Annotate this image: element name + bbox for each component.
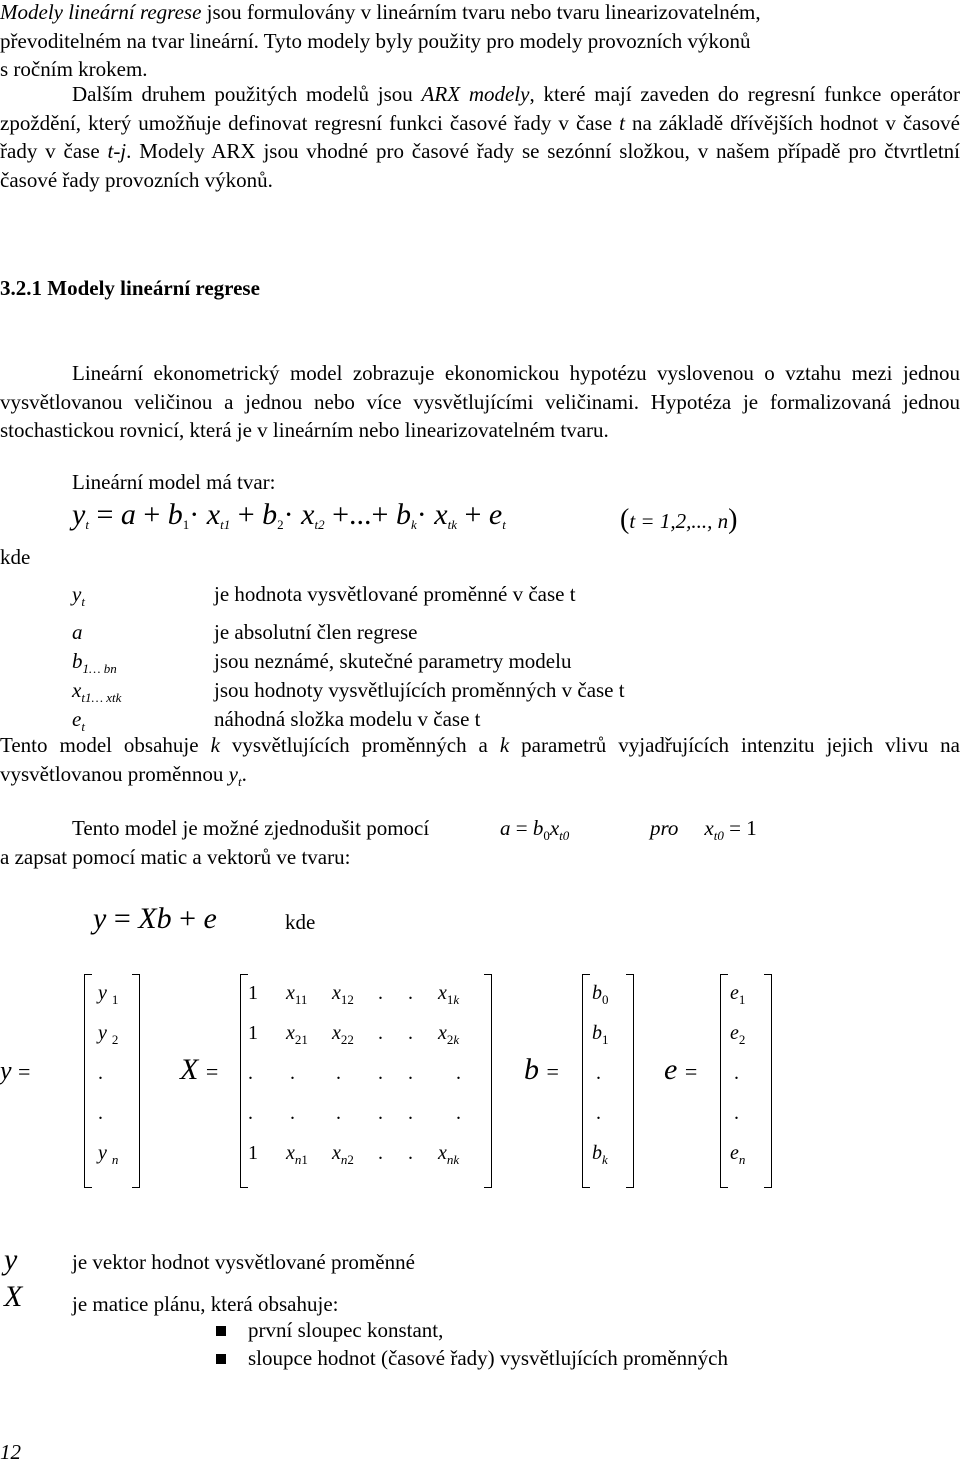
p4-k1: k (210, 733, 220, 757)
intro-paragraph-2 (0, 80, 960, 194)
section-heading: 3.2.1 Modely lineární regrese (0, 276, 260, 300)
legend-text-y: je vektor hodnot vysvětlované proměnné (72, 1250, 415, 1274)
p4-a: Tento model obsahuje (0, 733, 211, 757)
p2-text-c: na základě dřívějších hodnot v časové řady v čase (0, 110, 960, 163)
def-symbol: a (72, 620, 83, 644)
p4-b: vysvětlujících proměnných a (219, 733, 500, 757)
bullet-text: první sloupec konstant, (248, 1318, 444, 1342)
intro-line1: jsou formulovány v lineárním tvaru nebo tvaru linearizovatelném, (201, 0, 761, 24)
matrix-x-label: X = (180, 1053, 219, 1086)
body-paragraph-3: Lineární ekonometrický model zobrazuje ekonomickou hypotézu vyslovenou o vztahu mezi jednou vysvětlovanou veličinou a jednou nebo více vysvětlujícími veličinami. Hypotéza je formalizovaná jednou stochastickou rovnicí, která je v lineárním nebo linearizovatelném tvaru. (0, 361, 960, 442)
p2-t: t (619, 110, 625, 135)
def-symbol: $y_t$ (72, 582, 85, 609)
simplify-equation: $a = b_0x_{t0}$ (500, 816, 570, 843)
intro-lead-italic: Modely lineární regrese (0, 0, 202, 24)
page-number: 12 (0, 1440, 21, 1464)
vector-y-label: y = (0, 1056, 31, 1085)
vector-b: $b_0$ $b_1$ . . $b_k$ (582, 974, 634, 1188)
p2-tj: t-j (107, 139, 127, 163)
p4-c: parametrů vyjadřujících intenzitu jejich vlivu na vysvětlovanou proměnnou (0, 733, 960, 786)
legend-symbol-y: y (4, 1243, 18, 1276)
square-bullet-icon (216, 1326, 226, 1336)
p4-end: . (241, 761, 247, 786)
def-text: jsou hodnoty vysvětlujících proměnných v čase t (214, 678, 625, 702)
vector-e-label: e = (664, 1053, 698, 1086)
legend-text-x: je matice plánu, která obsahuje: (72, 1292, 339, 1316)
p2-arx: ARX modely (421, 82, 530, 106)
vector-b-label: b = (524, 1053, 559, 1086)
p2-text-b: , které mají zaveden do regresní funkce operátor zpoždění, který umožňuje definovat regresní funkci časové řady v čase (0, 82, 960, 135)
bullet-item (216, 1346, 728, 1371)
matrix-equation: y = Xb + e (93, 902, 217, 935)
p4-t: t (237, 773, 242, 789)
kde-label: kde (0, 545, 31, 569)
model-intro: Lineární model má tvar: (72, 470, 276, 494)
p2-text-d: . Modely ARX jsou vhodné pro časové řady se sezónní složkou, v našem případě pro čtvrtletní časové řady provozních výkonů. (0, 139, 960, 192)
def-text: jsou neznámé, skutečné parametry modelu (214, 649, 572, 673)
matrix-kde: kde (285, 910, 316, 934)
body-paragraph-4 (0, 731, 960, 788)
intro-line3: s ročním krokem. (0, 57, 148, 81)
pro-word: pro (650, 816, 679, 840)
bullet-text: sloupce hodnot (časové řady) vysvětlujících proměnných (248, 1346, 728, 1370)
range-text: t = 1,2,..., n (629, 509, 729, 533)
vector-y: y $_1$ y $_2$ . . y $_n$ (84, 974, 140, 1188)
intro-paragraph-1 (0, 0, 960, 84)
simplify-text: Tento model je možné zjednodušit pomocí (72, 816, 430, 840)
def-text: náhodná složka modelu v čase t (214, 707, 481, 731)
p4-k2: k (499, 733, 510, 757)
simplify-pro: pro $x_{t0} = 1$ (650, 816, 757, 843)
p4-y: y (228, 761, 238, 786)
def-symbol: $x_{t1\dots xtk}$ (72, 678, 122, 705)
equation-range: (t = 1,2,..., n) (620, 504, 738, 535)
p2-text-a: Dalším druhem použitých modelů jsou (72, 82, 422, 106)
matrix-x: 1 $x_{11}$ $x_{12}$ . . $x_{1k}$ 1 $x_{21}$ $x_{22}$ . . $x_{2k}$ . . . . . . . . . . . . 1 $x_{n1}$ $x_{n2}$ . . $x_{nk}$ (240, 974, 492, 1188)
intro-line2: převoditelném na tvar lineární. Tyto modely byly použity pro modely provozních výkonů (0, 28, 751, 53)
main-equation: $y_t = a + b_1\cdot x_{t1} + b_2\cdot x_{t2}$ +...+ $b_k\cdot x_{tk} + e_t$ (72, 498, 506, 532)
def-symbol: $b_{1\dots bn}$ (72, 649, 117, 676)
vector-e: $e_1$ $e_2$ . . $e_n$ (720, 974, 772, 1188)
square-bullet-icon (216, 1354, 226, 1364)
bullet-item (216, 1318, 443, 1343)
legend-symbol-x: X (4, 1280, 23, 1313)
def-symbol: $e_t$ (72, 707, 85, 734)
def-text: je absolutní člen regrese (214, 620, 418, 644)
def-text: je hodnota vysvětlované proměnné v čase t (214, 582, 576, 606)
matrix-intro: a zapsat pomocí matic a vektorů ve tvaru: (0, 845, 351, 869)
